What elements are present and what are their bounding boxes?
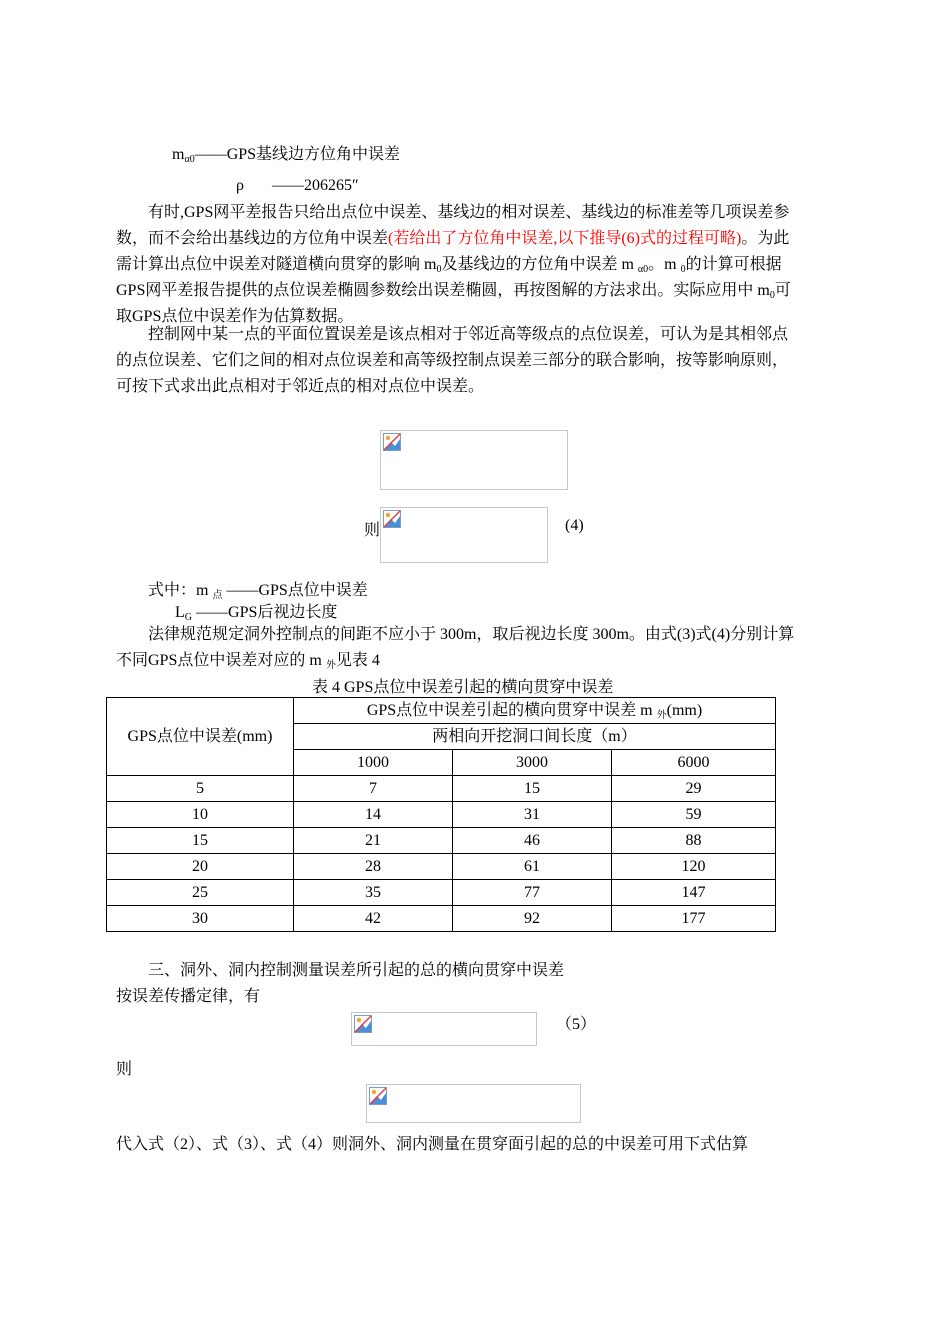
table-row: 5 7 15 29 xyxy=(107,776,776,802)
row-header: GPS点位中误差(mm) xyxy=(107,698,294,776)
sub-header: 两相向开挖洞口间长度（m） xyxy=(294,724,776,750)
def-rho: ρ ——206265″ xyxy=(236,177,359,194)
table-row: 15 21 46 88 xyxy=(107,828,776,854)
broken-image-icon xyxy=(383,510,401,528)
closing-line: 代入式（2）、式（3）、式（4）则洞外、洞内测量在贯穿面引起的总的中误差可用下式估算 xyxy=(116,1136,749,1153)
length-header: 6000 xyxy=(612,750,776,776)
broken-image-icon xyxy=(383,433,401,451)
formula-image-total xyxy=(366,1084,581,1123)
section-3-heading: 三、洞外、洞内控制测量误差所引起的总的横向贯穿中误差 xyxy=(148,962,565,979)
broken-image-icon xyxy=(369,1087,387,1105)
formula-image-eq5 xyxy=(351,1012,537,1046)
eq5-number: （5） xyxy=(556,1016,597,1033)
table-caption: 表 4 GPS点位中误差引起的横向贯穿中误差 xyxy=(312,679,614,696)
then-label: 则 xyxy=(116,1061,133,1078)
paragraph-2: 控制网中某一点的平面位置误差是该点相对于邻近高等级点的点位误差，可认为是其相邻点 的点位误差、它们之间的相对点位误差和高等级控制点误差三部分的联合影响，按等影响原则， 可按下式求出此点相对于邻近点的相对点位中误差。 xyxy=(116,326,789,395)
broken-image-icon xyxy=(354,1015,372,1033)
formula-image-eq4 xyxy=(380,507,548,563)
length-header: 3000 xyxy=(453,750,612,776)
table-4 xyxy=(106,697,776,932)
group-header: GPS点位中误差引起的横向贯穿中误差 m $_外$(mm) xyxy=(294,698,776,724)
table-row: 10 14 31 59 xyxy=(107,802,776,828)
where-line-1: 式中：m $_点$ ——GPS点位中误差 xyxy=(148,582,368,601)
table-row: 20 28 61 120 xyxy=(107,854,776,880)
where-line-2: $L_G$ ——GPS后视边长度 xyxy=(175,604,338,623)
table-row: 30 42 92 177 xyxy=(107,906,776,932)
paragraph-1: 有时,GPS网平差报告只给出点位中误差、基线边的相对误差、基线边的标准差等几项误差参 数，而不会给出基线边的方位角中误差(若给出了方位角中误差,以下推导(6)式的过程可略)。为此 需计算出点位中误差对隧道横向贯穿的影响 $m_0$及基线边的方位角中误差 m $_{\alpha 0}$。m $_0$的计算可根据 GPS网平差报告提供的点位误差椭圆参数绘出误差椭圆，再按图解的方法求出。实际应用中 $m_0$可 取GPS点位中误差作为估算数据。 xyxy=(116,204,791,325)
paragraph-3: 法律规范规定洞外控制点的间距不应小于 300m，取后视边长度 300m。由式(3)式(4)分别计算 不同GPS点位中误差对应的 m $_外$见表 4 xyxy=(116,626,795,671)
eq4-number: (4) xyxy=(565,517,584,534)
section-3-intro: 按误差传播定律，有 xyxy=(116,988,261,1005)
formula-image-relative-error xyxy=(380,430,568,490)
eq4-prefix: 则 xyxy=(364,522,381,539)
def-m-alpha0: $m_{\alpha 0}——GPS$基线边方位角中误差 xyxy=(172,146,401,165)
red-note: (若给出了方位角中误差,以下推导(6)式的过程可略) xyxy=(388,230,742,247)
table-row: 25 35 77 147 xyxy=(107,880,776,906)
length-header: 1000 xyxy=(294,750,453,776)
